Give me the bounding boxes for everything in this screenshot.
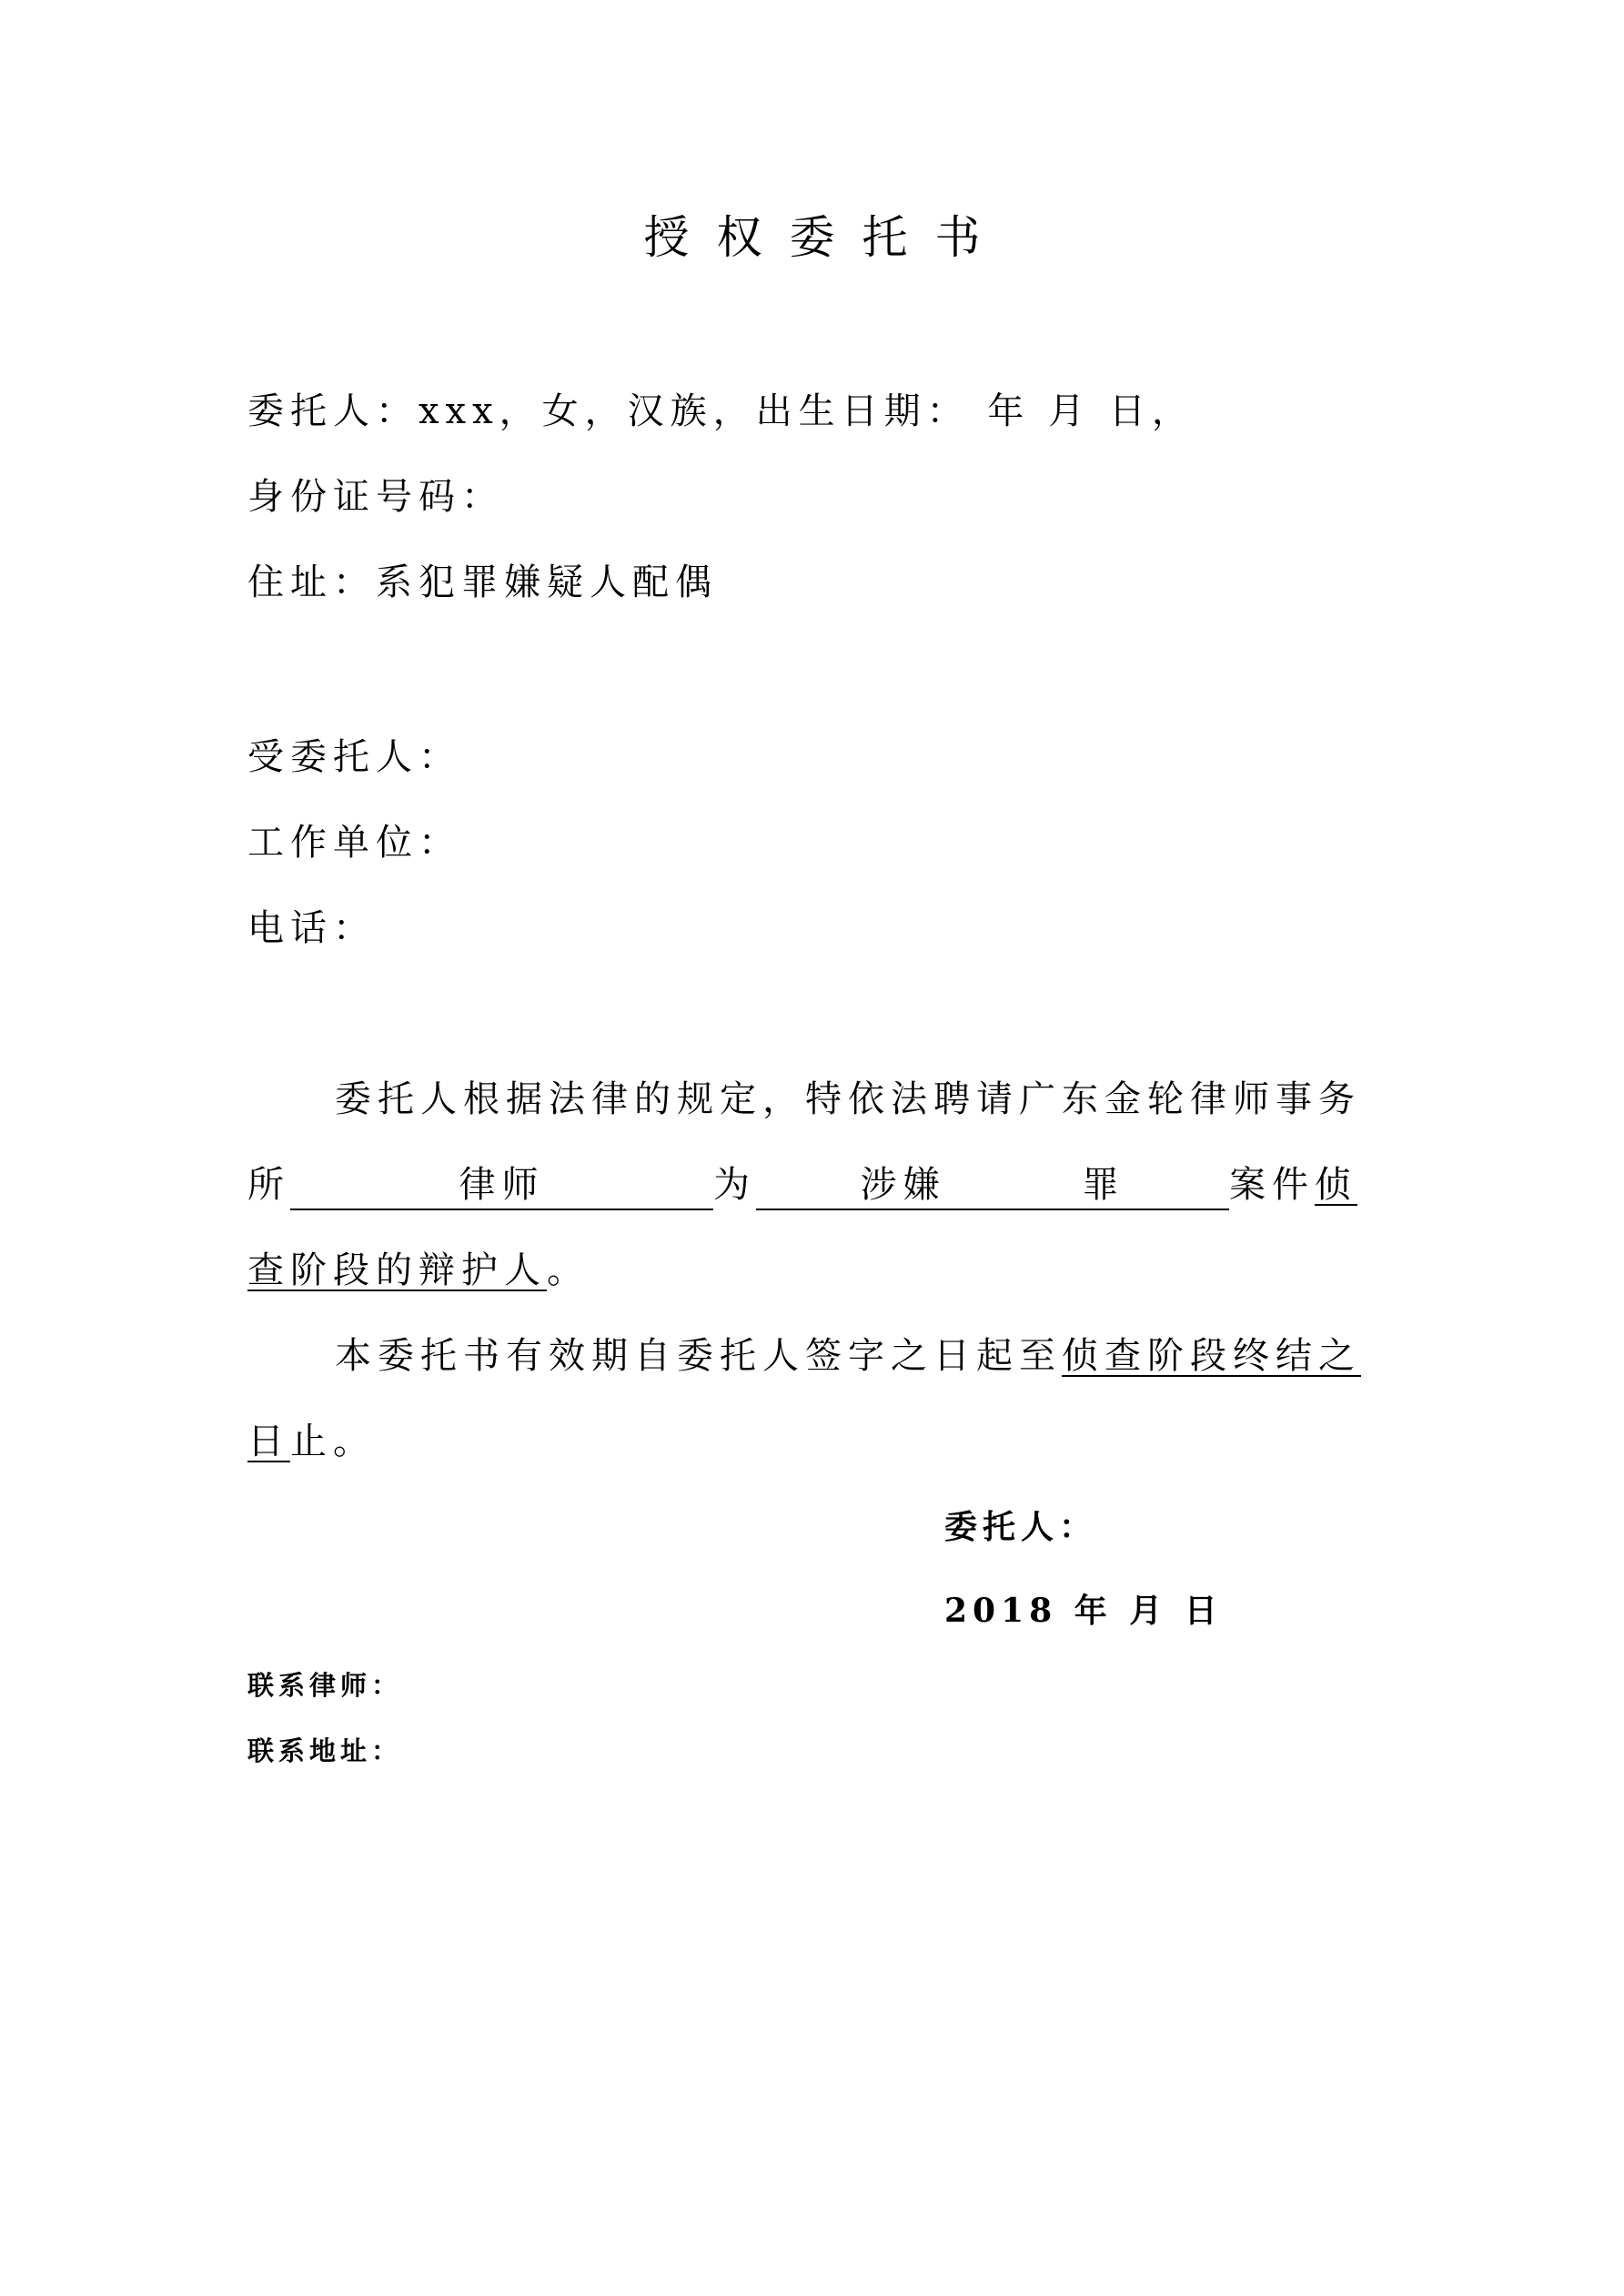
- zui-text: 罪: [1082, 1164, 1125, 1206]
- employer-line: 工作单位：: [247, 822, 461, 864]
- suo-text: 所: [247, 1164, 290, 1206]
- address-line: 住址：系犯罪嫌疑人配偶: [247, 561, 718, 603]
- paragraph1-line3: [247, 1249, 590, 1291]
- defense-stage-text: 查阶段的辩护人: [247, 1249, 547, 1291]
- paragraph1-line1: 委托人根据法律的规定，特依法聘请广东金轮律师事务: [335, 1078, 1361, 1120]
- page-title: 授权委托书: [643, 211, 1008, 264]
- contact-lawyer-label: 联系律师：: [247, 1670, 403, 1701]
- contact-address-label: 联系地址：: [247, 1735, 403, 1766]
- principal-line: 委托人：xxx，女，汉族，出生日期： 年 月 日，: [247, 390, 1195, 432]
- zhen-text: 侦: [1315, 1164, 1357, 1206]
- paragraph2-line1: [335, 1335, 1361, 1377]
- anjian-text: 案件: [1229, 1164, 1315, 1206]
- id-number-line: 身份证号码：: [247, 476, 504, 518]
- paragraph2-line2: [247, 1423, 376, 1460]
- stop-text: 止。: [290, 1421, 376, 1462]
- day-text: 日: [247, 1421, 290, 1462]
- lawyer-blank: 律师: [290, 1167, 713, 1210]
- date-line: 2018 年 月 日: [944, 1592, 1223, 1630]
- period-text: 。: [547, 1249, 590, 1291]
- agent-line: 受委托人：: [247, 736, 461, 778]
- phone-line: 电话：: [247, 907, 376, 949]
- paragraph1-line2: [247, 1164, 1357, 1206]
- crime-blank: [756, 1164, 1229, 1210]
- investigation-end-text: 侦查阶段终结之: [1062, 1335, 1361, 1377]
- validity-text: 本委托书有效期自委托人签字之日起至: [335, 1335, 1062, 1377]
- wei-text: 为: [713, 1164, 756, 1206]
- crime-blank-text: 涉嫌: [860, 1164, 946, 1206]
- signature-label: 委托人：: [944, 1508, 1098, 1546]
